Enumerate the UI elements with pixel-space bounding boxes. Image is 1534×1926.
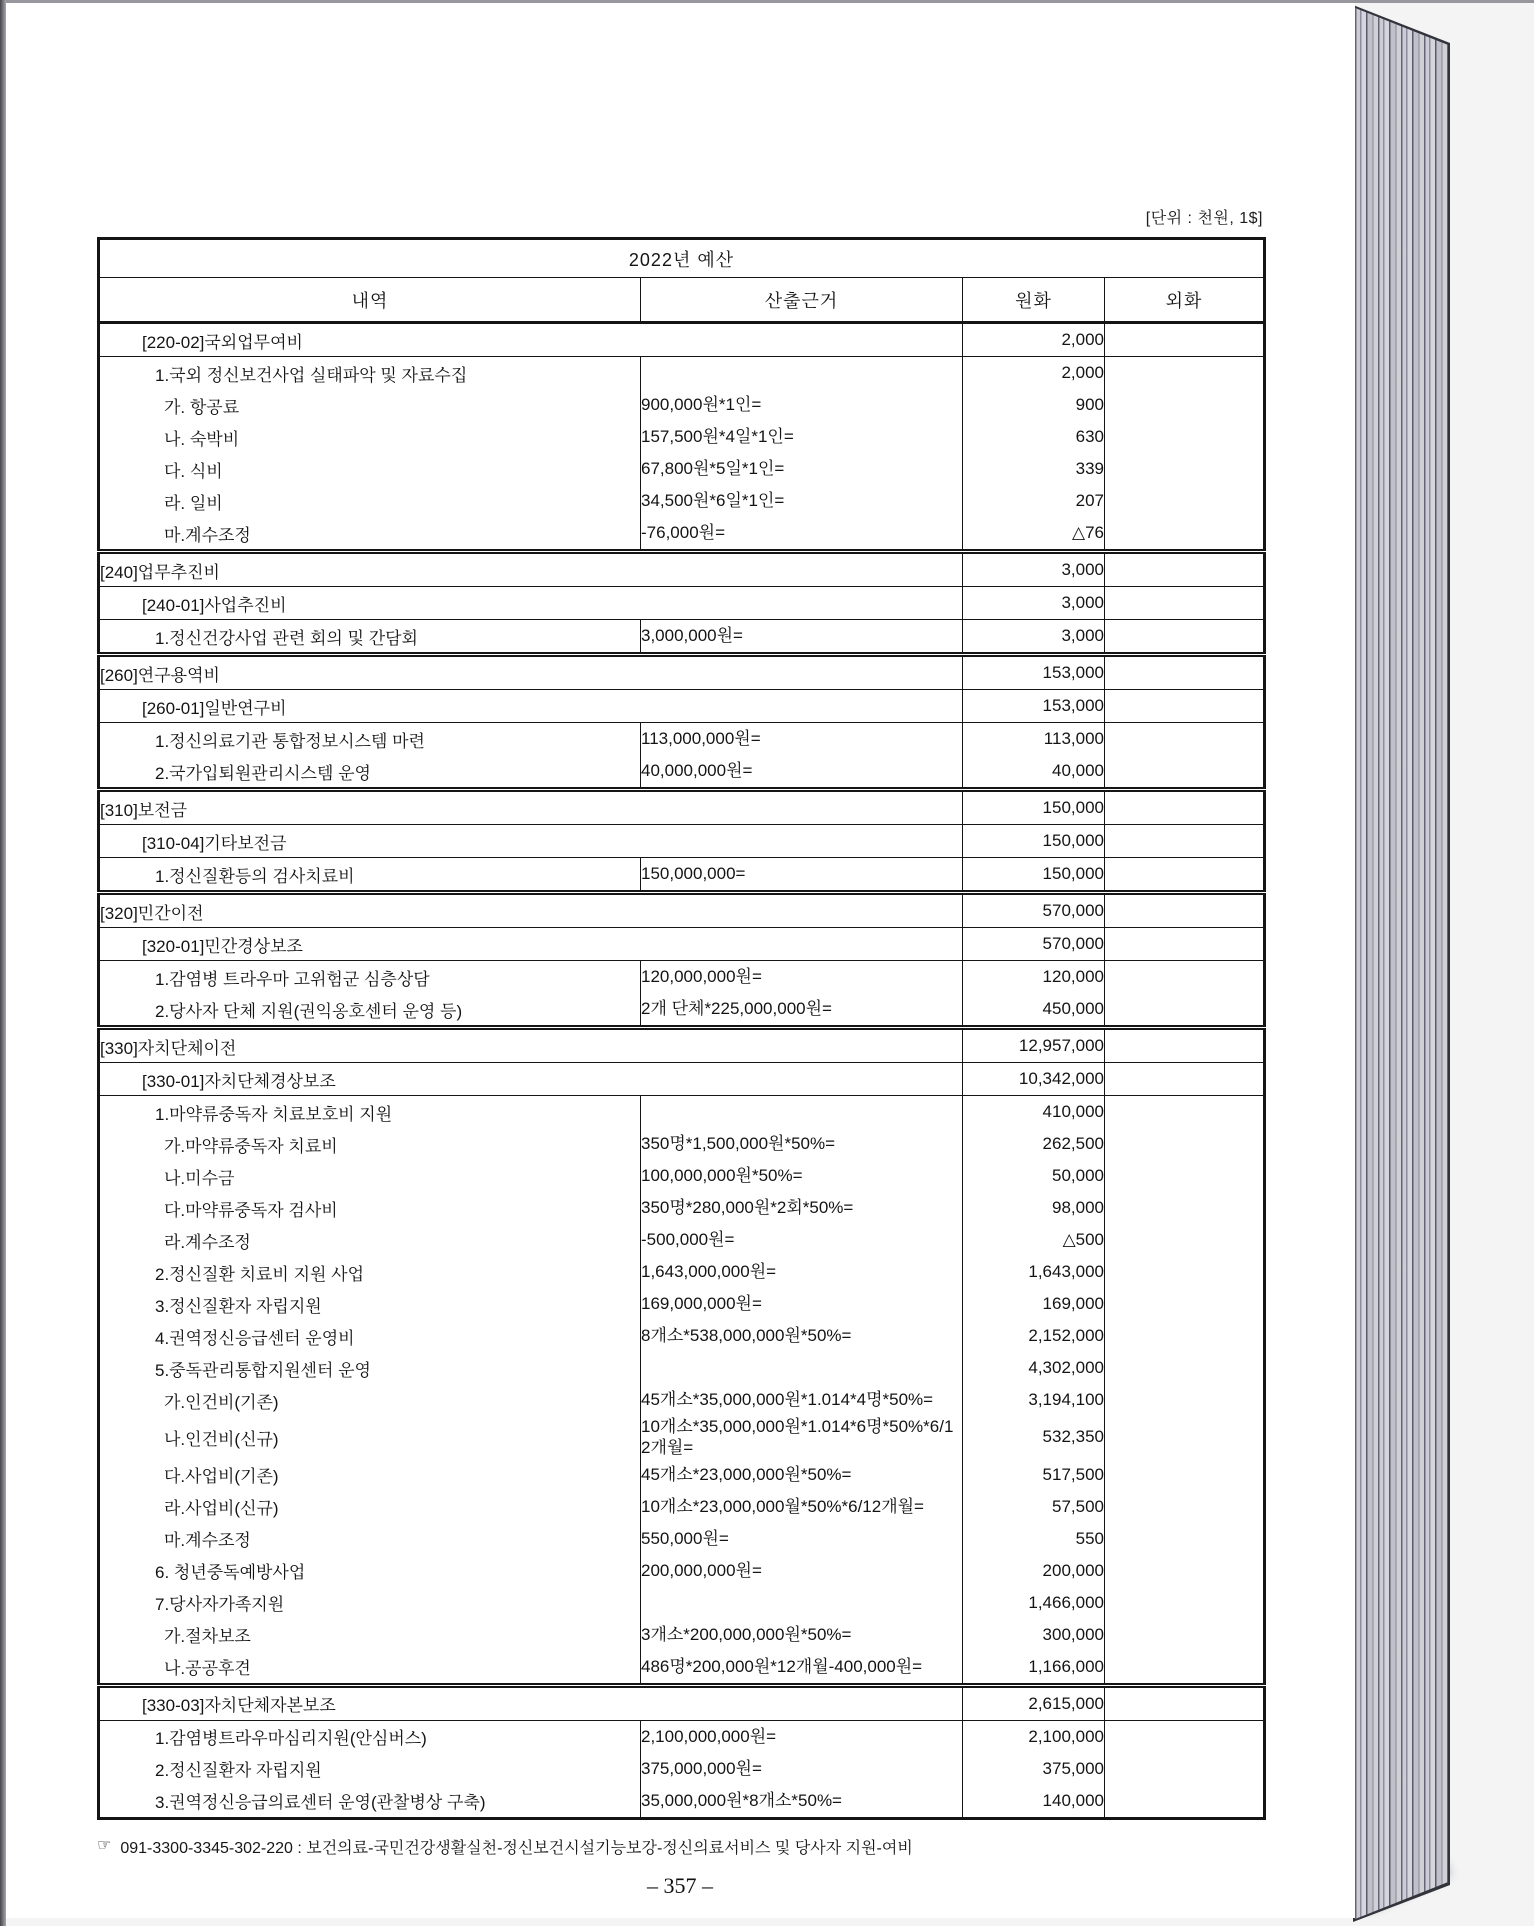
cell-item-name: 나.미수금 (164, 1168, 235, 1188)
table-row (99, 1128, 1265, 1160)
table-row (99, 858, 1265, 893)
cell-item-name: [240]업무추진비 (99, 552, 963, 587)
cell-krw-amount: 300,000 (963, 1619, 1105, 1651)
cell-calculation-basis (641, 1352, 963, 1384)
cell-item-name: 1.정신질환등의 검사치료비 (155, 866, 355, 886)
cell-foreign-amount (1105, 1288, 1265, 1320)
cell-foreign-amount (1105, 1587, 1265, 1619)
cell-calculation-basis: 350명*280,000원*2회*50%= (641, 1192, 963, 1224)
cell-item-name: [330]자치단체이전 (99, 1028, 963, 1063)
cell-foreign-amount (1105, 993, 1265, 1028)
cell-krw-amount: 550 (963, 1523, 1105, 1555)
cell-krw-amount: 207 (963, 485, 1105, 517)
cell-calculation-basis: 2,100,000,000원= (641, 1720, 963, 1753)
cell-krw-amount: 153,000 (963, 690, 1105, 723)
column-header-basis: 산출근거 (641, 278, 963, 323)
cell-foreign-amount (1105, 1619, 1265, 1651)
cell-foreign-amount (1105, 1459, 1265, 1491)
cell-item-name: 다.사업비(기존) (164, 1467, 279, 1486)
column-header-name: 내역 (99, 278, 641, 323)
cell-foreign-amount (1105, 1256, 1265, 1288)
cell-krw-amount: 3,000 (963, 620, 1105, 655)
cell-calculation-basis: 157,500원*4일*1인= (641, 421, 963, 453)
cell-item-name: [220-02]국외업무여비 (99, 323, 963, 357)
cell-foreign-amount (1105, 790, 1265, 825)
cell-calculation-basis: 8개소*538,000,000원*50%= (641, 1320, 963, 1352)
table-row (99, 1619, 1265, 1651)
table-row (99, 1491, 1265, 1523)
cell-krw-amount: 570,000 (963, 928, 1105, 961)
cell-item-name: 5.중독관리통합지원센터 운영 (155, 1360, 371, 1380)
cell-item-name: 2.정신질환자 자립지원 (155, 1761, 322, 1780)
cell-foreign-amount (1105, 1651, 1265, 1686)
table-row (99, 1587, 1265, 1619)
table-row (99, 1753, 1265, 1785)
cell-item-name: [330-03]자치단체자본보조 (99, 1685, 963, 1720)
cell-item-name: [310-04]기타보전금 (99, 825, 963, 858)
cell-foreign-amount (1105, 1555, 1265, 1587)
cell-calculation-basis: 45개소*35,000,000원*1.014*4명*50%= (641, 1384, 963, 1416)
table-row (99, 1320, 1265, 1352)
table-row (99, 1651, 1265, 1686)
cell-calculation-basis: 200,000,000원= (641, 1555, 963, 1587)
cell-calculation-basis: 3개소*200,000,000원*50%= (641, 1619, 963, 1651)
cell-calculation-basis: 375,000,000원= (641, 1753, 963, 1785)
cell-krw-amount: 450,000 (963, 993, 1105, 1028)
cell-calculation-basis: 120,000,000원= (641, 961, 963, 994)
cell-calculation-basis: 113,000,000원= (641, 723, 963, 756)
cell-krw-amount: 375,000 (963, 1753, 1105, 1785)
cell-foreign-amount (1105, 1416, 1265, 1459)
cell-krw-amount: 2,000 (963, 357, 1105, 390)
cell-foreign-amount (1105, 825, 1265, 858)
cell-krw-amount: △500 (963, 1224, 1105, 1256)
cell-item-name: 가.절차보조 (164, 1627, 251, 1646)
cell-foreign-amount (1105, 620, 1265, 655)
table-row (99, 421, 1265, 453)
table-row (99, 1028, 1265, 1063)
cell-item-name: 1.감염병 트라우마 고위험군 심층상담 (155, 969, 430, 989)
cell-item-name: 7.당사자가족지원 (155, 1595, 285, 1614)
cell-krw-amount: 150,000 (963, 858, 1105, 893)
cell-krw-amount: 150,000 (963, 825, 1105, 858)
cell-item-name: [240-01]사업추진비 (99, 587, 963, 620)
cell-calculation-basis: 2개 단체*225,000,000원= (641, 993, 963, 1028)
cell-foreign-amount (1105, 723, 1265, 756)
cell-calculation-basis: 10개소*35,000,000원*1.014*6명*50%*6/12개월= (641, 1416, 963, 1459)
table-row (99, 893, 1265, 928)
cell-item-name: [260]연구용역비 (99, 655, 963, 690)
cell-calculation-basis: 10개소*23,000,000월*50%*6/12개월= (641, 1491, 963, 1523)
cell-item-name: 가.마약류중독자 치료비 (164, 1136, 338, 1156)
cell-calculation-basis: 100,000,000원*50%= (641, 1160, 963, 1192)
cell-calculation-basis: -76,000원= (641, 517, 963, 552)
column-header-fx: 외화 (1105, 278, 1265, 323)
cell-krw-amount: 200,000 (963, 1555, 1105, 1587)
cell-item-name: 2.국가입퇴원관리시스템 운영 (155, 763, 371, 783)
cell-item-name: 마.계수조정 (164, 1531, 251, 1550)
cell-calculation-basis: 40,000,000원= (641, 755, 963, 790)
table-title-row (99, 239, 1265, 278)
cell-krw-amount: 1,166,000 (963, 1651, 1105, 1686)
cell-item-name: [320-01]민간경상보조 (99, 928, 963, 961)
pointing-hand-icon: ☞ (97, 1837, 112, 1854)
table-row (99, 1352, 1265, 1384)
cell-krw-amount: 150,000 (963, 790, 1105, 825)
cell-krw-amount: 50,000 (963, 1160, 1105, 1192)
cell-calculation-basis: 67,800원*5일*1인= (641, 453, 963, 485)
cell-item-name: 가. 항공료 (164, 397, 240, 417)
cell-calculation-basis: 169,000,000원= (641, 1288, 963, 1320)
cell-item-name: 1.마약류중독자 치료보호비 지원 (155, 1104, 393, 1124)
cell-item-name: 다.마약류중독자 검사비 (164, 1200, 338, 1220)
column-header-krw: 원화 (963, 278, 1105, 323)
cell-item-name: 2.당사자 단체 지원(권익옹호센터 운영 등) (155, 1001, 463, 1021)
cell-krw-amount: 3,194,100 (963, 1384, 1105, 1416)
cell-calculation-basis: 900,000원*1인= (641, 389, 963, 421)
cell-foreign-amount (1105, 755, 1265, 790)
cell-krw-amount: 98,000 (963, 1192, 1105, 1224)
cell-calculation-basis: 3,000,000원= (641, 620, 963, 655)
cell-krw-amount: 3,000 (963, 552, 1105, 587)
cell-item-name: 1.정신건강사업 관련 회의 및 간담회 (155, 628, 418, 648)
cell-item-name: 다. 식비 (164, 461, 223, 481)
cell-foreign-amount (1105, 1523, 1265, 1555)
cell-calculation-basis: 486명*200,000원*12개월-400,000원= (641, 1651, 963, 1686)
cell-item-name: 1.정신의료기관 통합정보시스템 마련 (155, 731, 425, 751)
cell-krw-amount: 517,500 (963, 1459, 1105, 1491)
table-row (99, 1555, 1265, 1587)
cell-krw-amount: 2,615,000 (963, 1685, 1105, 1720)
cell-krw-amount: 4,302,000 (963, 1352, 1105, 1384)
cell-foreign-amount (1105, 858, 1265, 893)
cell-foreign-amount (1105, 1753, 1265, 1785)
cell-calculation-basis: -500,000원= (641, 1224, 963, 1256)
table-row (99, 993, 1265, 1028)
cell-foreign-amount (1105, 1028, 1265, 1063)
cell-krw-amount: 57,500 (963, 1491, 1105, 1523)
table-row (99, 552, 1265, 587)
table-row (99, 1685, 1265, 1720)
cell-item-name: [260-01]일반연구비 (99, 690, 963, 723)
cell-calculation-basis (641, 1096, 963, 1129)
cell-foreign-amount (1105, 1720, 1265, 1753)
table-row (99, 1256, 1265, 1288)
cell-item-name: 4.권역정신응급센터 운영비 (155, 1328, 355, 1348)
cell-item-name: [330-01]자치단체경상보조 (99, 1063, 963, 1096)
table-row (99, 620, 1265, 655)
cell-calculation-basis: 35,000,000원*8개소*50%= (641, 1785, 963, 1819)
cell-foreign-amount (1105, 453, 1265, 485)
cell-item-name: 라.계수조정 (164, 1232, 251, 1252)
cell-foreign-amount (1105, 1320, 1265, 1352)
cell-foreign-amount (1105, 1685, 1265, 1720)
cell-krw-amount: 2,100,000 (963, 1720, 1105, 1753)
table-row (99, 453, 1265, 485)
cell-foreign-amount (1105, 1352, 1265, 1384)
cell-item-name: [310]보전금 (99, 790, 963, 825)
cell-item-name: 3.권역정신응급의료센터 운영(관찰병상 구축) (155, 1793, 486, 1812)
cell-krw-amount: 262,500 (963, 1128, 1105, 1160)
cell-foreign-amount (1105, 587, 1265, 620)
document-page (6, 3, 1355, 1918)
cell-item-name: 1.국외 정신보건사업 실태파악 및 자료수집 (155, 365, 468, 385)
cell-foreign-amount (1105, 1491, 1265, 1523)
cell-foreign-amount (1105, 421, 1265, 453)
book-page-stack (1355, 8, 1448, 1919)
cell-foreign-amount (1105, 1160, 1265, 1192)
cell-foreign-amount (1105, 485, 1265, 517)
cell-foreign-amount (1105, 323, 1265, 357)
cell-foreign-amount (1105, 357, 1265, 390)
cell-krw-amount: 630 (963, 421, 1105, 453)
table-row (99, 825, 1265, 858)
table-row (99, 755, 1265, 790)
cell-calculation-basis: 34,500원*6일*1인= (641, 485, 963, 517)
cell-calculation-basis: 45개소*23,000,000원*50%= (641, 1459, 963, 1491)
table-row (99, 961, 1265, 994)
table-row (99, 1160, 1265, 1192)
table-row (99, 1288, 1265, 1320)
cell-krw-amount: 570,000 (963, 893, 1105, 928)
cell-item-name: 마.계수조정 (164, 525, 251, 545)
table-row (99, 655, 1265, 690)
cell-foreign-amount (1105, 893, 1265, 928)
cell-krw-amount: 1,466,000 (963, 1587, 1105, 1619)
cell-foreign-amount (1105, 928, 1265, 961)
cell-krw-amount: 2,152,000 (963, 1320, 1105, 1352)
cell-item-name: 나. 숙박비 (164, 429, 240, 449)
cell-calculation-basis (641, 1587, 963, 1619)
cell-krw-amount: 169,000 (963, 1288, 1105, 1320)
table-row (99, 587, 1265, 620)
table-row (99, 790, 1265, 825)
table-row (99, 1523, 1265, 1555)
cell-item-name: 가.인건비(기존) (164, 1392, 279, 1412)
cell-krw-amount: 140,000 (963, 1785, 1105, 1819)
table-row (99, 485, 1265, 517)
cell-foreign-amount (1105, 1128, 1265, 1160)
table-row (99, 1785, 1265, 1819)
table-row (99, 1384, 1265, 1416)
cell-item-name: 3.정신질환자 자립지원 (155, 1296, 322, 1316)
cell-item-name: 라.사업비(신규) (164, 1499, 279, 1518)
table-row (99, 1416, 1265, 1459)
cell-foreign-amount (1105, 961, 1265, 994)
cell-foreign-amount (1105, 1384, 1265, 1416)
cell-foreign-amount (1105, 1192, 1265, 1224)
table-row (99, 357, 1265, 390)
table-row (99, 1192, 1265, 1224)
table-title: 2022년 예산 (99, 239, 1265, 278)
table-row (99, 1224, 1265, 1256)
cell-krw-amount: 10,342,000 (963, 1063, 1105, 1096)
table-row (99, 389, 1265, 421)
table-row (99, 723, 1265, 756)
cell-krw-amount: 410,000 (963, 1096, 1105, 1129)
table-row (99, 517, 1265, 552)
cell-krw-amount: 1,643,000 (963, 1256, 1105, 1288)
cell-foreign-amount (1105, 552, 1265, 587)
unit-label: [단위 : 천원, 1$] (1145, 210, 1263, 227)
cell-foreign-amount (1105, 389, 1265, 421)
cell-krw-amount: 3,000 (963, 587, 1105, 620)
cell-calculation-basis: 150,000,000= (641, 858, 963, 893)
table-row (99, 1063, 1265, 1096)
table-row (99, 690, 1265, 723)
cell-krw-amount: 532,350 (963, 1416, 1105, 1459)
cell-krw-amount: 12,957,000 (963, 1028, 1105, 1063)
footnote-text: 091-3300-3345-302-220 : 보건의료-국민건강생활실천-정신보건시설기능보강-정신의료서비스 및 당사자 지원-여비 (120, 1839, 913, 1857)
table-row (99, 1459, 1265, 1491)
footnote (97, 1835, 1263, 1858)
budget-table (97, 237, 1266, 1820)
cell-item-name: 나.공공후견 (164, 1659, 251, 1678)
cell-calculation-basis (641, 357, 963, 390)
cell-foreign-amount (1105, 690, 1265, 723)
cell-item-name: 2.정신질환 치료비 지원 사업 (155, 1264, 364, 1284)
cell-krw-amount: 339 (963, 453, 1105, 485)
cell-calculation-basis: 1,643,000,000원= (641, 1256, 963, 1288)
cell-foreign-amount (1105, 655, 1265, 690)
cell-krw-amount: 153,000 (963, 655, 1105, 690)
cell-item-name: [320]민간이전 (99, 893, 963, 928)
cell-foreign-amount (1105, 1096, 1265, 1129)
cell-krw-amount: △76 (963, 517, 1105, 552)
table-row (99, 928, 1265, 961)
cell-calculation-basis: 550,000원= (641, 1523, 963, 1555)
cell-krw-amount: 40,000 (963, 755, 1105, 790)
cell-krw-amount: 2,000 (963, 323, 1105, 357)
cell-foreign-amount (1105, 1785, 1265, 1819)
table-row (99, 1720, 1265, 1753)
cell-calculation-basis: 350명*1,500,000원*50%= (641, 1128, 963, 1160)
cell-krw-amount: 120,000 (963, 961, 1105, 994)
cell-item-name: 6. 청년중독예방사업 (155, 1563, 306, 1582)
cell-foreign-amount (1105, 1063, 1265, 1096)
cell-item-name: 라. 일비 (164, 493, 223, 513)
cell-foreign-amount (1105, 517, 1265, 552)
table-header-row (99, 278, 1265, 323)
cell-foreign-amount (1105, 1224, 1265, 1256)
cell-krw-amount: 900 (963, 389, 1105, 421)
cell-item-name: 1.감염병트라우마심리지원(안심버스) (155, 1729, 427, 1748)
cell-item-name: 나.인건비(신규) (164, 1429, 279, 1449)
table-row (99, 323, 1265, 357)
page-number: – 357 – (647, 1872, 713, 1898)
cell-krw-amount: 113,000 (963, 723, 1105, 756)
table-row (99, 1096, 1265, 1129)
